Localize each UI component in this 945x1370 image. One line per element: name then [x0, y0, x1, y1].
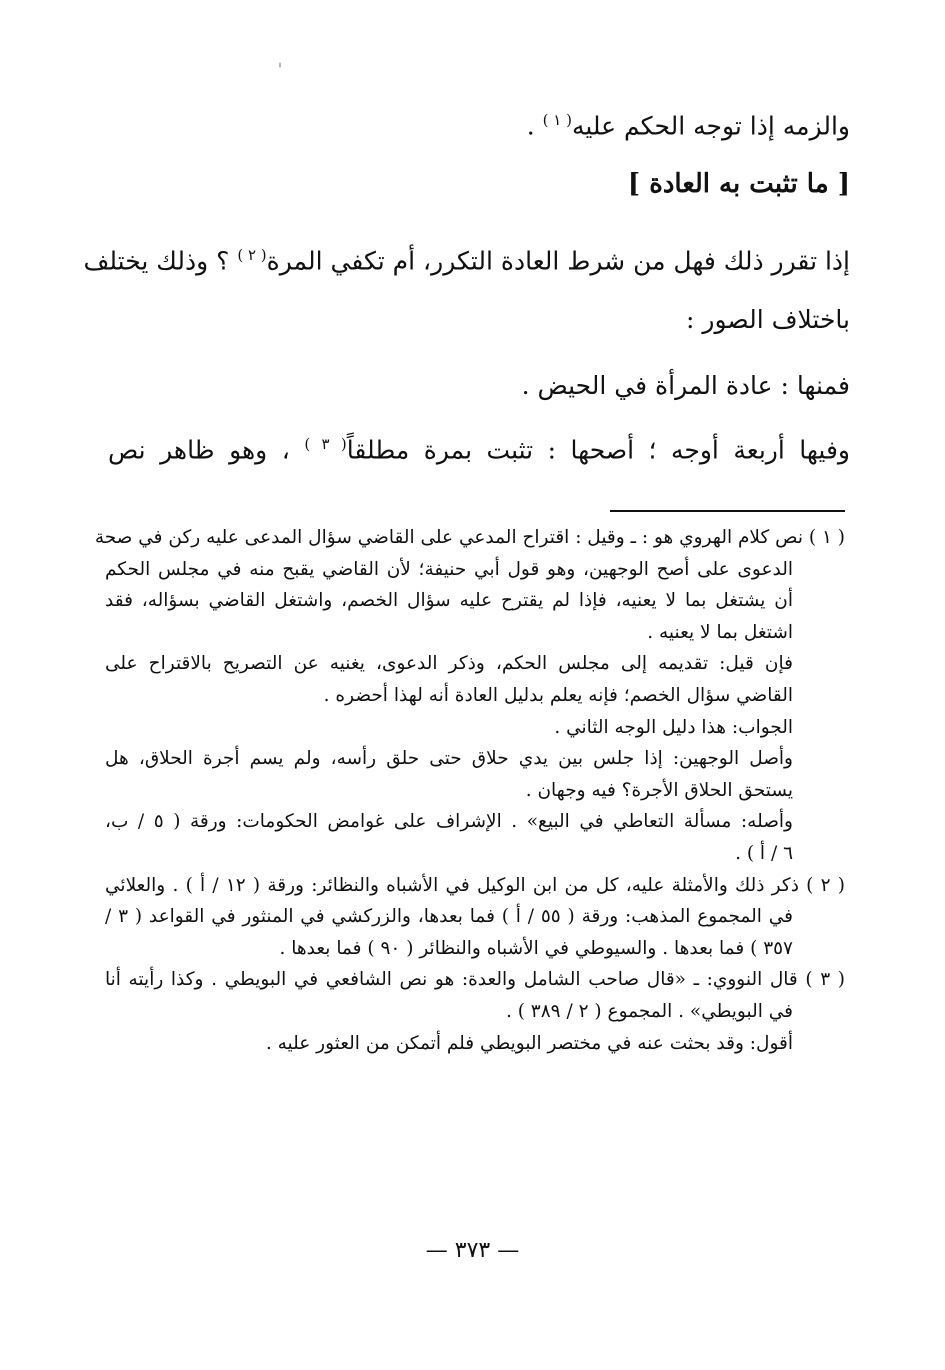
footnote-1-line: فإن قيل: تقديمه إلى مجلس الحكم، وذكر الدعوى، يغنيه عن التصريح بالاقتراح على: [105, 653, 793, 675]
footnote-3-line: في البويطي» . المجموع ( ٢ / ٣٨٩ ) .: [505, 1000, 793, 1022]
footnote-2-line: في المجموع المذهب: ورقة ( ٥٥ / أ ) فما بعدها، والزركشي في المنثور في القواعد ( ٣ /: [105, 906, 793, 928]
paragraph-3: وفيها أربعة أوجه ؛ أصحها : تثبت بمرة مطلقاً$^{( ٣ )}$ ، وهو ظاهر نص: [108, 434, 851, 464]
main-line-1: والزمه إذا توجه الحكم عليه$^{( ١ )}$ .: [526, 111, 850, 141]
footnote-1-line: القاضي سؤال الخصم؛ فإنه يعلم بدليل العادة أنه لهذا أحضره .: [323, 684, 793, 706]
footnotes: [94, 522, 845, 1059]
footnote-1-line: أن يشتغل بما لا يعنيه، فإذا لم يقترح عليه سؤال الخصم، واشتغل القاضي بسؤاله، فقد: [105, 590, 793, 612]
page-number: — ٣٧٣ —: [425, 1238, 520, 1263]
paragraph-1-line-1: إذا تقرر ذلك فهل من شرط العادة التكرر، أم تكفي المرة$^{( ٢ )}$ ؟ وذلك يختلف: [83, 246, 850, 276]
footnote-ref-3[interactable]: ( ٣ ): [304, 434, 347, 453]
footnote-1-line: ٦ / أ ) .: [735, 842, 793, 864]
footnote-1-line: الدعوى على أصح الوجهين، وهو قول أبي حنيفة؛ لأن القاضي يقبح منه في مجلس الحكم: [105, 558, 793, 580]
footnote-ref-1[interactable]: ( ١ ): [542, 111, 572, 129]
footnote-2-line: ( ٢ ) ذكر ذلك والأمثلة عليه، كل من ابن الوكيل في الأشباه والنظائر: ورقة ( ١٢ / أ ) . والعلائي: [105, 874, 845, 896]
footnote-3-line: أقول: وقد بحثت عنه في مختصر البويطي فلم أتمكن من العثور عليه .: [265, 1032, 793, 1054]
paragraph-2: فمنها : عادة المرأة في الحيض .: [521, 370, 850, 400]
footnote-2-line: ٣٥٧ ) فما بعدها . والسيوطي في الأشباه والنظائر ( ٩٠ ) فما بعدها .: [279, 937, 793, 959]
section-heading: [ ما تثبت به العادة ]: [627, 169, 850, 200]
footnote-1-line: اشتغل بما لا يعنيه .: [647, 621, 793, 643]
footnote-1-line: وأصل الوجهين: إذا جلس بين يدي حلاق حتى حلق رأسه، ولم يسم أجرة الحلاق، هل: [105, 748, 793, 770]
footnote-1-line: وأصله: مسألة التعاطي في البيع» . الإشراف على غوامض الحكومات: ورقة ( ٥ / ب،: [105, 811, 793, 833]
footnote-1-line: يستحق الحلاق الأجرة؟ فيه وجهان .: [525, 779, 793, 801]
footnote-3-line: ( ٣ ) قال النووي: ـ «قال صاحب الشامل والعدة: هو نص الشافعي في البويطي . وكذا رأيته أنا: [105, 969, 845, 991]
paragraph-1-line-2: باختلاف الصور :: [686, 304, 850, 334]
footnote-separator: [610, 510, 845, 512]
main-text: [83, 100, 851, 479]
footnote-ref-2[interactable]: ( ٢ ): [237, 246, 267, 265]
footnote-1-line: ( ١ ) نص كلام الهروي هو : ـ وقيل : اقتراح المدعي على القاضي سؤال المدعى عليه ركن في صحة: [94, 527, 845, 548]
footnote-1-line: الجواب: هذا دليل الوجه الثاني .: [554, 716, 793, 738]
